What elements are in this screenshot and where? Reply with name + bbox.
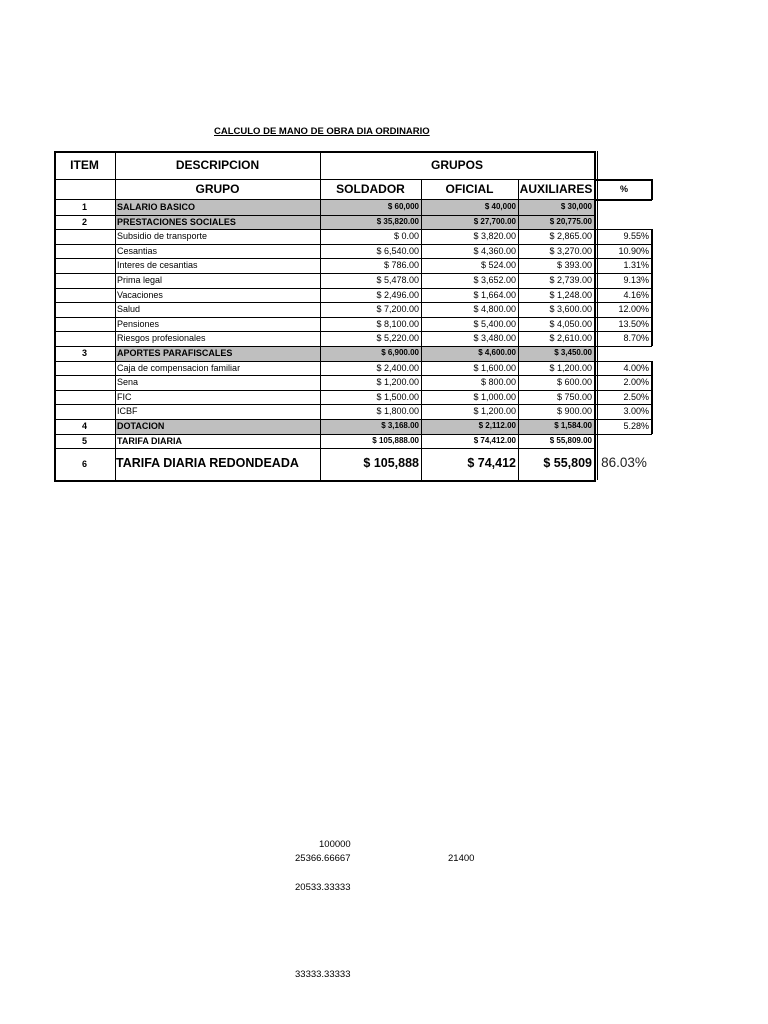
row-oficial: $ 40,000 xyxy=(484,202,516,211)
row-soldador: $ 1,200.00 xyxy=(376,377,419,388)
row-item: 2 xyxy=(81,216,87,227)
row-description: DOTACION xyxy=(117,421,165,431)
final-row-description: TARIFA DIARIA REDONDEADA xyxy=(116,456,299,470)
note-25366: 25366.66667 xyxy=(295,853,351,864)
final-row-soldador: $ 105,888 xyxy=(363,456,419,470)
percent-header-bottom xyxy=(596,199,652,201)
row-soldador: $ 1,500.00 xyxy=(376,391,419,402)
row-percent: 2.50% xyxy=(623,391,649,402)
row-auxiliares: $ 30,000 xyxy=(560,202,592,211)
col-double-line xyxy=(597,151,598,480)
row-oficial: $ 524.00 xyxy=(480,260,516,271)
row-soldador: $ 60,000 xyxy=(387,202,419,211)
percent-box-bottom xyxy=(595,346,652,347)
row-auxiliares: $ 55,809.00 xyxy=(549,435,592,445)
table-left-border xyxy=(54,151,56,481)
row-auxiliares: $ 3,270.00 xyxy=(549,245,592,256)
row-divider xyxy=(54,317,596,318)
row-description: Cesantias xyxy=(117,245,158,256)
row-soldador: $ 0.00 xyxy=(393,231,419,242)
row-auxiliares: $ 3,600.00 xyxy=(549,304,592,315)
row-percent: 3.00% xyxy=(623,406,649,417)
final-row-oficial: $ 74,412 xyxy=(467,456,516,470)
row-oficial: $ 4,360.00 xyxy=(473,245,516,256)
row-auxiliares: $ 600.00 xyxy=(556,377,592,388)
row-soldador: $ 2,400.00 xyxy=(376,362,419,373)
row-item xyxy=(54,375,115,390)
row-item xyxy=(54,288,115,303)
row-divider xyxy=(54,434,596,435)
row-item xyxy=(54,317,115,332)
row-soldador: $ 5,220.00 xyxy=(376,333,419,344)
row-soldador: $ 3,168.00 xyxy=(381,421,419,430)
row-divider xyxy=(54,419,596,420)
percent-row-divider xyxy=(595,331,652,332)
row-percent xyxy=(595,200,651,215)
row-auxiliares: $ 1,584.00 xyxy=(554,421,592,430)
row-divider xyxy=(54,302,596,303)
row-percent: 8.70% xyxy=(623,333,649,344)
percent-row-divider xyxy=(595,317,652,318)
row-soldador: $ 1,800.00 xyxy=(376,406,419,417)
row-item xyxy=(54,273,115,288)
row-percent: 4.00% xyxy=(623,362,649,373)
row-oficial: $ 3,480.00 xyxy=(473,333,516,344)
row-item xyxy=(54,390,115,405)
percent-box-right xyxy=(651,361,653,434)
final-row-item: 6 xyxy=(81,459,87,469)
row-auxiliares: $ 4,050.00 xyxy=(549,318,592,329)
row-oficial: $ 1,200.00 xyxy=(473,406,516,417)
col-divider-auxiliares xyxy=(594,151,596,481)
sheet-title: CALCULO DE MANO DE OBRA DIA ORDINARIO xyxy=(214,126,430,137)
row-description: Prima legal xyxy=(117,275,163,285)
percent-row-divider xyxy=(595,390,652,391)
row-item xyxy=(54,331,115,346)
note-20533: 20533.33333 xyxy=(295,882,351,893)
row-description: Interes de cesantias xyxy=(117,260,198,271)
header-soldador: SOLDADOR xyxy=(336,182,405,196)
percent-box-right xyxy=(651,229,653,346)
row-percent xyxy=(595,434,651,449)
row-item xyxy=(54,244,115,259)
percent-row-divider xyxy=(595,288,652,289)
row-soldador: $ 786.00 xyxy=(383,260,419,271)
row-percent xyxy=(595,346,651,361)
row-soldador: $ 2,496.00 xyxy=(376,289,419,300)
table-bottom-border xyxy=(54,480,596,482)
row-description: Salud xyxy=(117,304,141,315)
row-oficial: $ 27,700.00 xyxy=(473,216,516,226)
row-percent: 9.13% xyxy=(623,275,649,285)
row-divider xyxy=(54,288,596,289)
note-100000: 100000 xyxy=(319,839,351,850)
row-divider xyxy=(54,215,596,216)
col-divider-oficial xyxy=(518,179,519,480)
percent-box-top xyxy=(595,361,652,362)
percent-box-bottom xyxy=(595,434,652,435)
row-oficial: $ 3,652.00 xyxy=(473,275,516,285)
row-oficial: $ 5,400.00 xyxy=(473,318,516,329)
percent-box-top xyxy=(595,229,652,230)
row-auxiliares: $ 2,739.00 xyxy=(549,275,592,285)
row-auxiliares: $ 900.00 xyxy=(556,406,592,417)
row-description: FIC xyxy=(117,391,132,402)
row-oficial: $ 4,800.00 xyxy=(473,304,516,315)
row-description: Riesgos profesionales xyxy=(117,333,206,344)
percent-row-divider xyxy=(595,302,652,303)
row-description: SALARIO BASICO xyxy=(117,202,196,212)
percent-row-divider xyxy=(595,375,652,376)
percent-row-divider xyxy=(595,258,652,259)
header-divider xyxy=(54,179,596,180)
row-description: TARIFA DIARIA xyxy=(117,435,182,446)
col-divider-item xyxy=(115,151,116,480)
row-description: PRESTACIONES SOCIALES xyxy=(117,216,236,227)
row-oficial: $ 74,412.00 xyxy=(473,435,516,445)
header-oficial: OFICIAL xyxy=(445,182,494,196)
row-description: Vacaciones xyxy=(117,289,163,300)
percent-row-divider xyxy=(595,244,652,245)
row-soldador: $ 105,888.00 xyxy=(372,435,419,445)
col-divider-descripcion xyxy=(320,151,321,480)
row-divider xyxy=(54,258,596,259)
row-auxiliares: $ 393.00 xyxy=(556,260,592,271)
row-item xyxy=(54,258,115,273)
row-divider xyxy=(54,361,596,362)
row-divider xyxy=(54,244,596,245)
row-item: 1 xyxy=(81,202,87,212)
row-divider xyxy=(54,404,596,405)
row-oficial: $ 3,820.00 xyxy=(473,231,516,242)
row-auxiliares: $ 750.00 xyxy=(556,391,592,402)
row-description: Pensiones xyxy=(117,318,160,329)
header-descripcion: DESCRIPCION xyxy=(175,158,260,172)
row-percent: 13.50% xyxy=(618,318,649,329)
header-grupos: GRUPOS xyxy=(430,158,483,172)
row-oficial: $ 1,664.00 xyxy=(473,289,516,300)
row-oficial: $ 800.00 xyxy=(480,377,516,388)
row-oficial: $ 2,112.00 xyxy=(478,421,516,430)
note-21400: 21400 xyxy=(448,853,475,864)
percent-row-divider xyxy=(595,404,652,405)
percent-row-divider xyxy=(595,273,652,274)
row-soldador: $ 35,820.00 xyxy=(376,216,419,226)
row-percent xyxy=(595,215,651,230)
row-soldador: $ 6,540.00 xyxy=(376,245,419,256)
row-percent: 10.90% xyxy=(618,245,649,256)
header-bottom xyxy=(54,199,596,200)
row-oficial: $ 1,600.00 xyxy=(473,362,516,373)
row-item: 3 xyxy=(81,348,87,358)
percent-row-divider xyxy=(595,419,652,420)
header-auxiliares: AUXILIARES xyxy=(519,182,593,196)
percent-header-top xyxy=(596,179,652,181)
header-item: ITEM xyxy=(70,158,99,172)
row-percent: 9.55% xyxy=(623,231,649,242)
row-auxiliares: $ 3,450.00 xyxy=(554,348,592,357)
note-33333: 33333.33333 xyxy=(295,969,351,980)
row-divider xyxy=(54,273,596,274)
table-top-border xyxy=(54,151,596,153)
row-percent: 12.00% xyxy=(618,304,649,315)
final-row-percent: 86.03% xyxy=(601,455,647,470)
row-description: APORTES PARAFISCALES xyxy=(117,348,233,358)
row-oficial: $ 1,000.00 xyxy=(473,391,516,402)
col-divider-soldador xyxy=(421,179,422,480)
row-percent: 2.00% xyxy=(623,377,649,388)
header-percent: % xyxy=(619,184,628,194)
row-soldador: $ 6,900.00 xyxy=(381,348,419,357)
row-auxiliares: $ 2,865.00 xyxy=(549,231,592,242)
row-item: 5 xyxy=(81,435,87,446)
row-percent: 4.16% xyxy=(623,289,649,300)
row-divider xyxy=(54,375,596,376)
row-divider xyxy=(54,448,596,449)
row-description: Subsidio de transporte xyxy=(117,231,208,242)
row-soldador: $ 7,200.00 xyxy=(376,304,419,315)
row-soldador: $ 5,478.00 xyxy=(376,275,419,285)
row-item xyxy=(54,404,115,419)
row-item xyxy=(54,229,115,244)
row-item: 4 xyxy=(81,421,87,431)
row-percent: 5.28% xyxy=(623,421,649,431)
row-auxiliares: $ 20,775.00 xyxy=(549,216,592,226)
row-auxiliares: $ 1,200.00 xyxy=(549,362,592,373)
row-description: Caja de compensacion familiar xyxy=(117,362,241,373)
row-item xyxy=(54,361,115,376)
row-soldador: $ 8,100.00 xyxy=(376,318,419,329)
row-description: Sena xyxy=(117,377,139,388)
row-divider xyxy=(54,346,596,347)
row-item xyxy=(54,302,115,317)
percent-header-right xyxy=(651,179,653,200)
row-divider xyxy=(54,229,596,230)
row-auxiliares: $ 2,610.00 xyxy=(549,333,592,344)
row-description: ICBF xyxy=(117,406,138,417)
header-grupo: GRUPO xyxy=(195,182,240,196)
row-percent: 1.31% xyxy=(623,260,649,271)
row-oficial: $ 4,600.00 xyxy=(478,348,516,357)
row-divider xyxy=(54,390,596,391)
row-divider xyxy=(54,331,596,332)
row-auxiliares: $ 1,248.00 xyxy=(549,289,592,300)
final-row-auxiliares: $ 55,809 xyxy=(543,456,592,470)
labor-cost-table xyxy=(54,151,651,481)
